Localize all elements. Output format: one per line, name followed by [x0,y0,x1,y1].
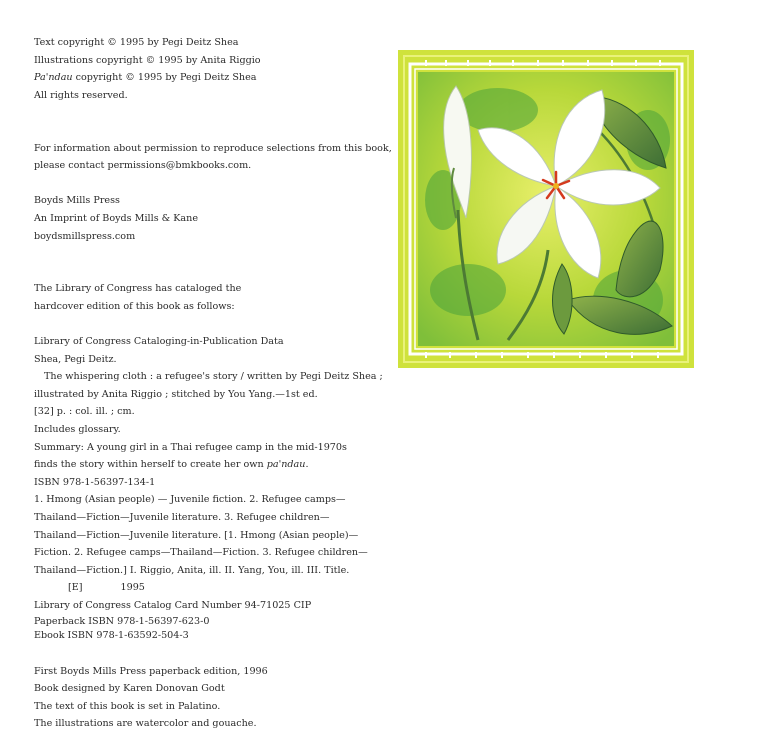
pandau-copyright [34,69,374,87]
cip-year: 1995 [120,582,145,594]
cip-summary-line-2 [34,456,374,474]
permissions-line-1: For information about permission to reproduce selections from this book, [34,142,392,154]
colophon-typeface: The text of this book is set in Palatino. [34,700,221,712]
cip-subject-line: Thailand—Fiction—Juvenile literature. 3. Refugee children— [34,512,330,524]
cip-summary-line-1: Summary: A young girl in a Thai refugee camp in the mid-1970s [34,441,347,453]
loc-card-number: Library of Congress Catalog Card Number 94-71025 CIP [34,600,312,611]
cip-subject-line: Thailand—Fiction—Juvenile literature. [1. Hmong (Asian people)— [34,529,359,541]
cip-summary-period: . [305,459,309,471]
cip-title-line-2: illustrated by Anita Riggio ; stitched by You Yang.—1st ed. [34,388,318,400]
cip-subject-line: Thailand—Fiction.] I. Riggio, Anita, ill. II. Yang, You, ill. III. Title. [34,564,350,576]
rights-reserved: All rights reserved. [34,89,128,101]
cip-heading: Library of Congress Cataloging-in-Publication Data [34,336,284,348]
cip-summary-pandau: pa'ndau [266,459,306,471]
colophon-designer: Book designed by Karen Donovan Godt [34,683,225,695]
loc-intro-line-2: hardcover edition of this book as follows: [34,300,235,312]
cip-subject-line: Fiction. 2. Refugee camps—Thailand—Fiction. 3. Refugee children— [34,547,368,559]
pandau-title: Pa'ndau [34,72,73,84]
permissions-line-2: please contact permissions@bmkbooks.com. [34,160,252,172]
flower-illustration [398,50,694,368]
colophon-edition: First Boyds Mills Press paperback edition, 1996 [34,665,268,677]
cip-glossary: Includes glossary. [34,424,121,436]
paperback-isbn: Paperback ISBN 978-1-56397-623-0 [34,615,210,627]
loc-intro-line-1: The Library of Congress has cataloged the [34,283,242,295]
cip-subject-line: 1. Hmong (Asian people) — Juvenile fiction. 2. Refugee camps— [34,494,346,506]
publisher-imprint: An Imprint of Boyds Mills & Kane [34,212,198,224]
pandau-copyright-rest: copyright © 1995 by Pegi Deitz Shea [72,72,257,84]
cip-title-line-1: The whispering cloth : a refugee's story / written by Pegi Deitz Shea ; [44,371,383,383]
cip-summary-text: finds the story within herself to create her own [34,459,267,471]
colophon-illustrations: The illustrations are watercolor and gouache. [34,718,257,730]
cip-author: Shea, Pegi Deitz. [34,353,117,365]
publisher-website: boydsmillspress.com [34,230,136,242]
copyright-text-column [34,34,392,733]
cip-tag-line [34,579,374,597]
cip-isbn: ISBN 978-1-56397-134-1 [34,476,156,488]
text-copyright: Text copyright © 1995 by Pegi Deitz Shea [34,37,239,48]
ebook-isbn: Ebook ISBN 978-1-63592-504-3 [34,629,189,641]
publisher-name: Boyds Mills Press [34,195,120,207]
cip-pages: [32] p. : col. ill. ; cm. [34,406,135,418]
cip-tag: [E] [68,582,83,594]
illustrations-copyright: Illustrations copyright © 1995 by Anita Riggio [34,54,261,66]
